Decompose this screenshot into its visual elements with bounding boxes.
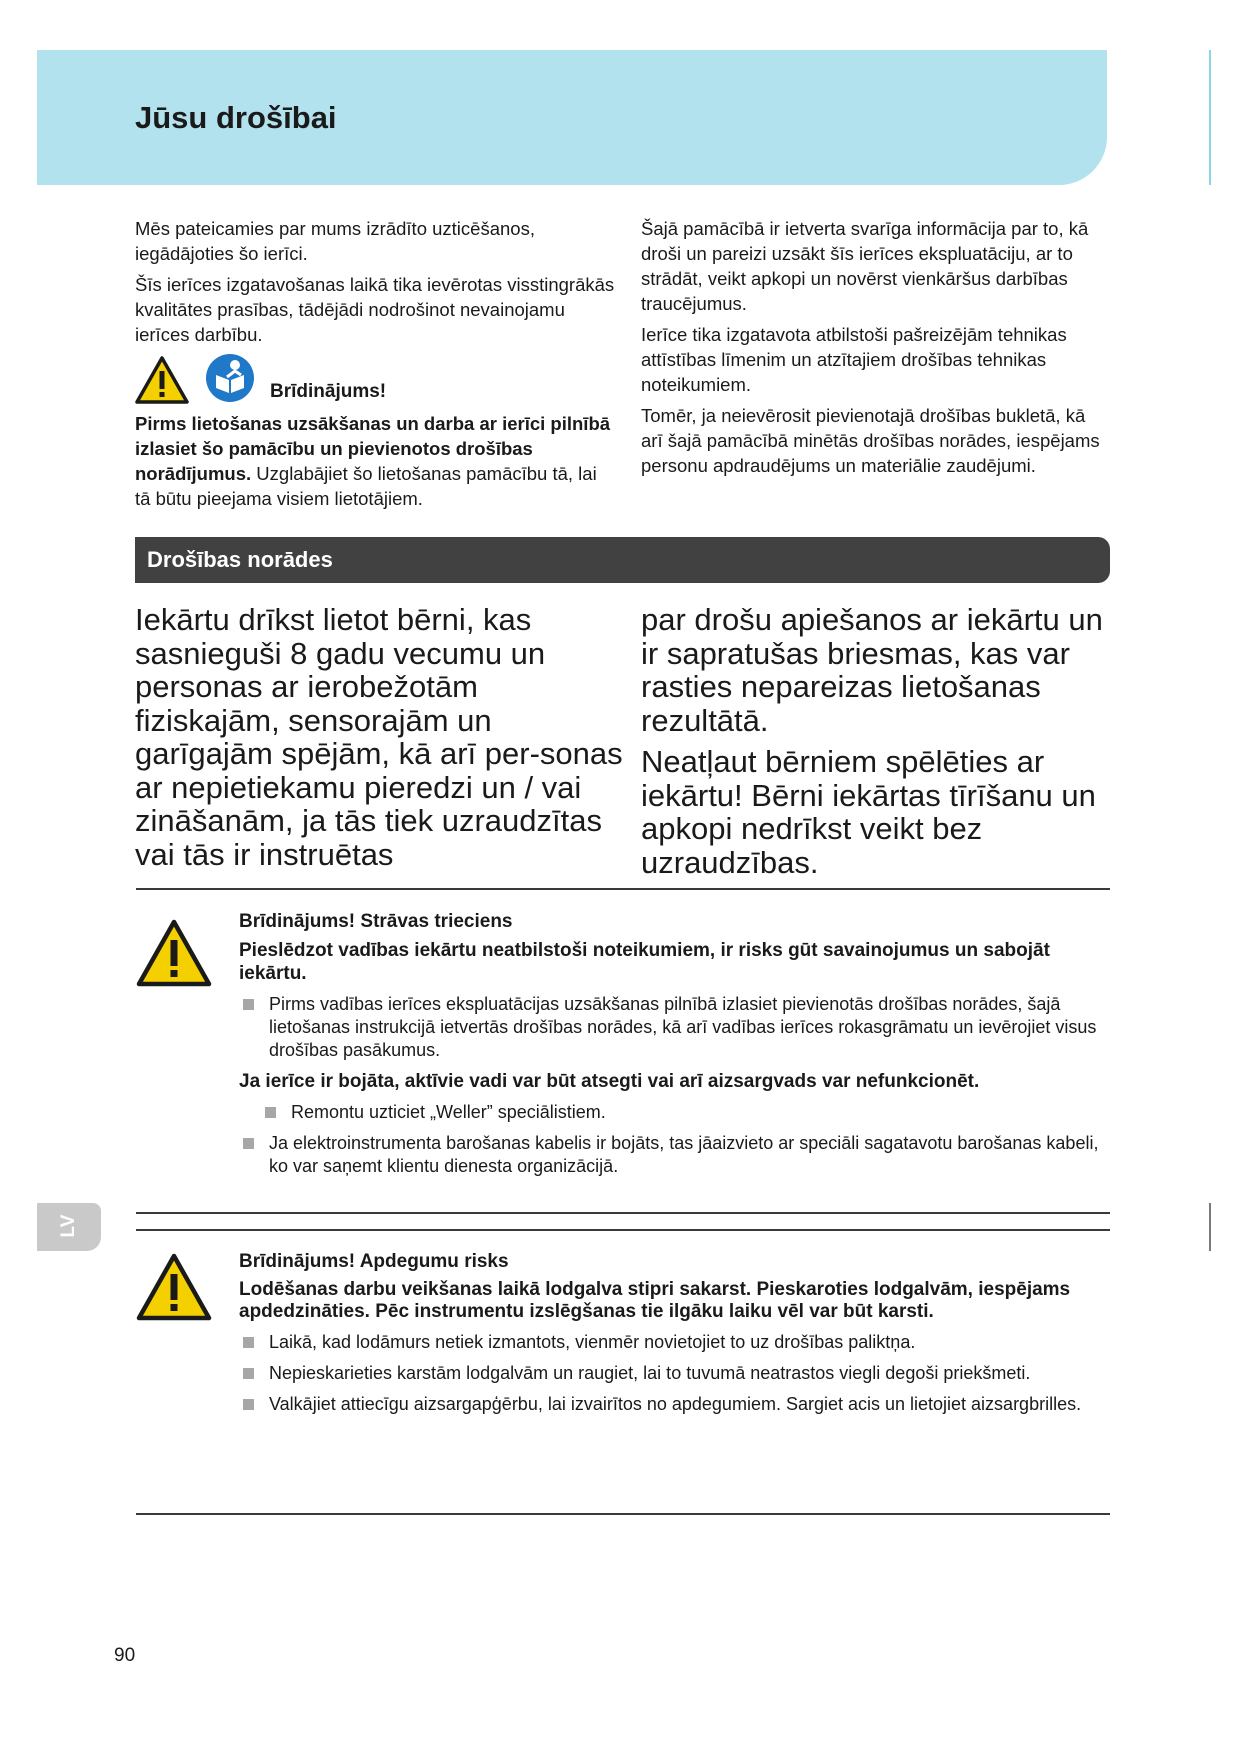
large-safety-paragraph: Iekārtu drīkst lietot bērni, kas sasnieguši 8 gadu vecumu un personas ar ierobežotām fiziskajām, sensorajām un garīgajām spējām, kā arī per-sonas ar nepietiekamu pieredzi un / vai zināšanām, ja tās tiek uzraudzītas vai tās ir instruētas [135, 602, 623, 872]
section-title: Drošības norādes [147, 547, 333, 572]
warning-triangle-icon [136, 918, 212, 988]
edge-marker-top [1209, 50, 1211, 185]
list-item-text: Nepieskarieties karstām lodgalvām un raugiet, lai to tuvumā neatrastos viegli degoši priekšmeti. [269, 1363, 1031, 1383]
list-item [239, 1393, 1109, 1416]
list-item-text: Valkājiet attiecīgu aizsargapģērbu, lai izvairītos no apdegumiem. Sargiet acis un lietojiet aizsargbrilles. [269, 1394, 1082, 1414]
warning-triangle-icon [135, 355, 189, 405]
warning-notice-row [135, 353, 615, 409]
bullet-square-icon [243, 1368, 254, 1379]
list-item [239, 1362, 1109, 1385]
large-safety-paragraph: par drošu apiešanos ar iekārtu un ir sapratušas briesmas, kas var rasties nepareizas lietošanas rezultātā. [641, 602, 1103, 738]
large-safety-text-right [641, 603, 1121, 887]
large-safety-paragraph: Neatļaut bērniem spēlēties ar iekārtu! Bērni iekārtas tīrīšanu un apkopi nedrīkst veikt bez uzraudzības. [641, 744, 1096, 880]
intro-paragraph: Tomēr, ja neievērosit pievienotajā drošības bukletā, kā arī šajā pamācībā minētās drošības norādes, iespējams personu apdraudējums un materiālie zaudējumi. [641, 405, 1100, 476]
intro-right-column [641, 216, 1111, 484]
electric-shock-warning [136, 900, 1110, 1200]
list-item-text: Ja elektroinstrumenta barošanas kabelis ir bojāts, tas jāaizvieto ar speciāli sagatavotu barošanas kabeli, ko var saņemt klientu dienesta organizācijā. [269, 1133, 1099, 1176]
list-item-text: Remontu uzticiet „Weller” speciālistiem. [291, 1102, 606, 1122]
bullet-square-icon [243, 1399, 254, 1410]
list-item [239, 1331, 1109, 1354]
electric-warning-text [239, 910, 1109, 1186]
intro-paragraph: Mēs pateicamies par mums izrādīto uzticēšanos, iegādājoties šo ierīci. [135, 218, 535, 264]
large-safety-text-left [135, 603, 625, 879]
list-item [261, 1101, 1109, 1124]
intro-warning-rest: Uzglabājiet šo lietošanas pamācību tā, lai tā būtu pieejama visiem lietotājiem. [135, 463, 597, 509]
warning-heading: Brīdinājums! Apdegumu risks [239, 1251, 509, 1272]
language-tab [37, 1203, 101, 1251]
page-title: Jūsu drošībai [135, 100, 337, 135]
divider-line [136, 1513, 1110, 1515]
intro-paragraph: Šīs ierīces izgatavošanas laikā tika ievērotas visstingrākās kvalitātes prasības, tādējādi nodrošinot nevainojamu ierīces darbību. [135, 274, 615, 345]
divider-line [136, 888, 1110, 890]
list-item [239, 993, 1109, 1062]
intro-paragraph: Šajā pamācībā ir ietverta svarīga informācija par to, kā droši un pareizi uzsākt šīs ierīces ekspluatāciju, ar to strādāt, veikt apkopi un novērst vienkāršus darbības traucējumus. [641, 218, 1089, 314]
read-manual-icon [205, 353, 255, 403]
intro-paragraph: Ierīce tika izgatavota atbilstoši pašreizējām tehnikas attīstības līmenim un atzītajiem drošības tehnikas noteikumiem. [641, 324, 1067, 395]
page-number: 90 [114, 1645, 136, 1666]
language-code: LV [58, 1214, 79, 1238]
list-item-text: Laikā, kad lodāmurs netiek izmantots, vienmēr novietojiet to uz drošības paliktņa. [269, 1332, 916, 1352]
edge-marker-mid [1209, 1203, 1211, 1251]
intro-warning-bold: Pirms lietošanas uzsākšanas un darba ar ierīci pilnībā izlasiet šo pamācību un pievienotos drošības norādījumus. [135, 413, 611, 484]
warning-label: Brīdinājums! [270, 381, 387, 402]
warning-lead: Pieslēdzot vadības iekārtu neatbilstoši noteikumiem, ir risks gūt savainojumus un sabojāt iekārtu. [239, 940, 1050, 984]
intro-left-column [135, 216, 615, 517]
list-item [239, 1132, 1109, 1178]
warning-triangle-icon [136, 1252, 212, 1322]
section-header-bar [135, 537, 1110, 583]
burn-risk-warning [136, 1240, 1110, 1510]
bullet-square-icon [265, 1107, 276, 1118]
warning-heading: Brīdinājums! Strāvas trieciens [239, 911, 513, 932]
divider-line [136, 1229, 1110, 1231]
bullet-square-icon [243, 999, 254, 1010]
divider-line [136, 1212, 1110, 1214]
list-item-text: Pirms vadības ierīces ekspluatācijas uzsākšanas pilnībā izlasiet pievienotās drošības norādes, šajā lietošanas instrukcijā ietvertās drošības norādes, kā arī vadības ierīces rokasgrāmatu un ievērojiet visus drošības pasākumus. [269, 994, 1097, 1060]
burn-warning-text [239, 1250, 1109, 1424]
warning-lead: Lodēšanas darbu veikšanas laikā lodgalva stipri sakarst. Pieskaroties lodgalvām, iespējams apdedzināties. Pēc instrumentu izslēgšanas tie ilgāku laiku vēl var būt karsti. [239, 1279, 1071, 1322]
bullet-square-icon [243, 1138, 254, 1149]
bullet-square-icon [243, 1337, 254, 1348]
intro-warning-paragraph [135, 411, 615, 511]
warning-lead: Ja ierīce ir bojāta, aktīvie vadi var būt atsegti vai arī aizsargvads var nefunkcionēt. [239, 1071, 980, 1092]
